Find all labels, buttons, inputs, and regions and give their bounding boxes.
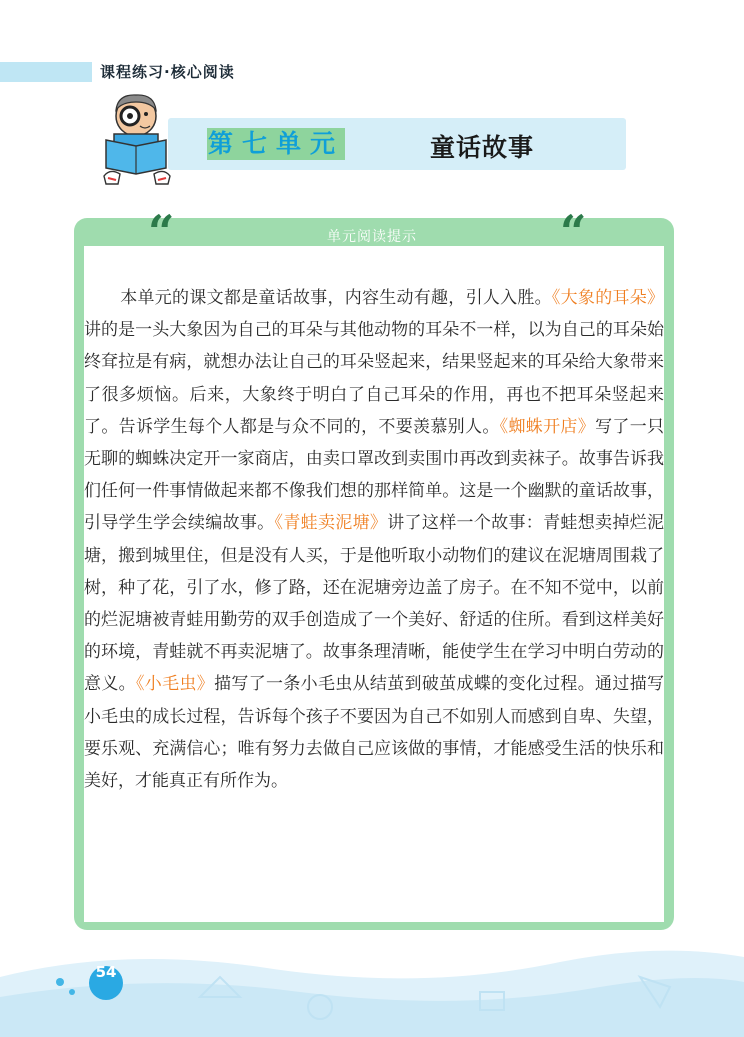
body-text: 本单元的课文都是童话故事，内容生动有趣，引人入胜。 [120, 288, 552, 308]
book-title: 《青蛙卖泥塘》 [274, 513, 388, 534]
book-title: 《小毛虫》 [135, 674, 215, 695]
double-quote-icon: “ [560, 205, 587, 259]
book-title: 《大象的耳朵》 [551, 288, 664, 308]
section-header: 课程练习·核心阅读 [100, 63, 235, 81]
body-text: 讲的是一头大象因为自己的耳朵与其他动物的耳朵不一样，以为自己的耳朵始终耷拉是有病，就想办法让自己的耳朵竖起来，结果竖起来的耳朵给大象带来了很多烦恼。后来，大象终于明白了自己耳朵的作用，再也不把耳朵竖起来了。告诉学生每个人都是与众不同的，不要羡慕别人。 [84, 320, 664, 437]
body-text: 写了一只无聊的蜘蛛决定开一家商店，由卖口罩改到卖围巾再改到卖袜子。故事告诉我们任何一件事情做起来都不像我们想的那样简单。这是一个幽默的童话故事，引导学生学会续编故事。 [84, 416, 665, 534]
bottom-wave-decoration [0, 937, 744, 1037]
page-number: 54 [95, 963, 117, 981]
header-color-band [0, 62, 92, 82]
unit-theme: 童话故事 [430, 133, 535, 162]
double-quote-icon: “ [148, 205, 175, 259]
reading-tips-body [84, 282, 664, 797]
unit-label-box [207, 128, 345, 160]
body-text: 讲了这样一个故事：青蛙想卖掉烂泥塘，搬到城里住，但是没有人买，于是他听取小动物们的建议在泥塘周围栽了树，种了花，引了水，修了路，还在泥塘旁边盖了房子。在不知不觉中，以前的烂泥塘被青蛙用勤劳的双手创造成了一个美好、舒适的住所。看到这样美好的环境，青蛙就不再卖泥塘了。故事条理清晰，能使学生在学习中明白劳动的意义。 [84, 513, 665, 695]
mascot-reader-icon [100, 90, 174, 186]
body-text: 描写了一条小毛虫从结茧到破茧成蝶的变化过程。通过描写小毛虫的成长过程，告诉每个孩子不要因为自己不如别人而感到自卑、失望，要乐观、充满信心；唯有努力去做自己应该做的事情，才能感受生活的快乐和美好，才能真正有所作为。 [84, 674, 665, 792]
book-title: 《蜘蛛开店》 [499, 416, 596, 437]
tips-title: 单元阅读提示 [327, 229, 417, 245]
unit-title: 第七单元 [207, 129, 344, 158]
